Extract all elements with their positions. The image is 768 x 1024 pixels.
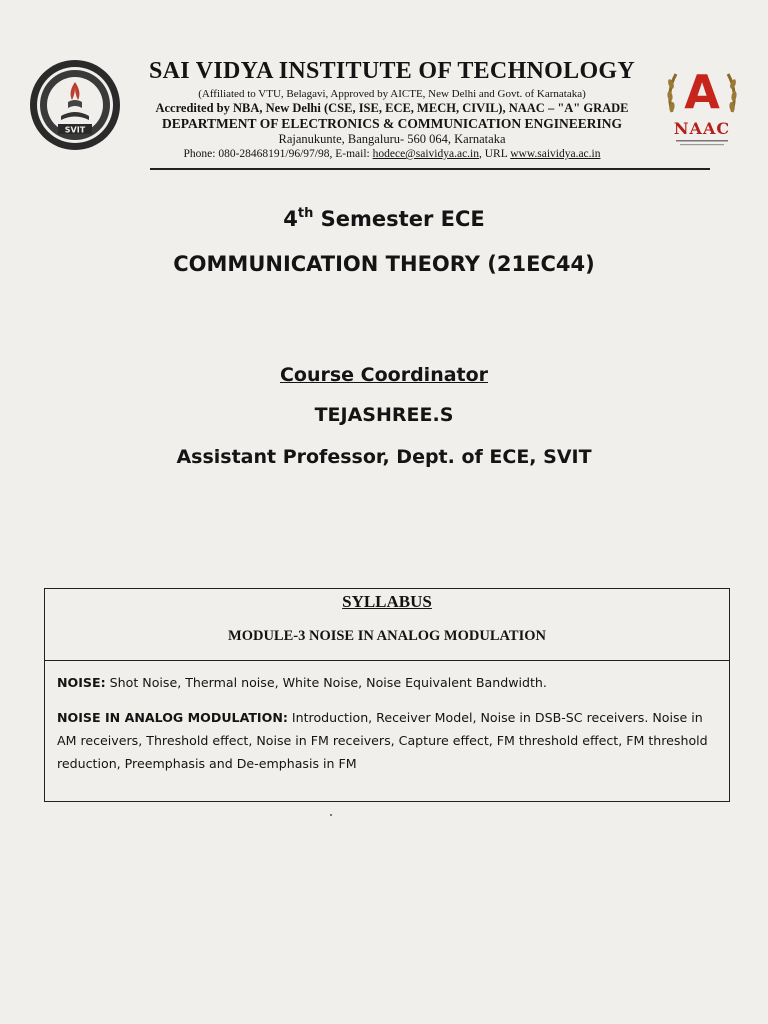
syllabus-item-label: NOISE IN ANALOG MODULATION: <box>57 710 288 725</box>
institute-info <box>122 56 662 161</box>
syllabus-item-label: NOISE: <box>57 675 106 690</box>
naac-logo-text: NAAC <box>673 119 731 138</box>
naac-grade-letter: A <box>684 65 720 119</box>
syllabus-item <box>57 706 717 775</box>
affiliation-text: (Affiliated to VTU, Belagavi, Approved by AICTE, New Delhi and Govt. of Karnataka) <box>198 88 586 100</box>
syllabus-item <box>57 671 717 694</box>
coordinator-name: TEJASHREE.S <box>314 404 454 426</box>
address-text: Rajanukunte, Bangaluru- 560 064, Karnataka <box>278 132 506 146</box>
email-link[interactable]: hodece@saividya.ac.in <box>372 148 479 160</box>
module-title: MODULE-3 NOISE IN ANALOG MODULATION <box>228 628 546 644</box>
phone-text: Phone: 080-28468191/96/97/98, E-mail: <box>183 148 373 160</box>
semester-number: 4 <box>283 207 298 231</box>
semester-title <box>0 206 768 231</box>
syllabus-body <box>45 661 729 775</box>
svit-logo-text: SVIT <box>64 125 86 135</box>
coordinator-heading: Course Coordinator <box>279 364 489 386</box>
institute-name: SAI VIDYA INSTITUTE OF TECHNOLOGY <box>148 58 636 84</box>
naac-a-grade-icon <box>662 62 742 158</box>
syllabus-item-text: Introduction, Receiver Model, Noise in DSB-SC receivers. Noise in AM receivers, Threshold effect, Noise in FM receivers, Capture effect, FM threshold effect, FM threshold reduction, Preemphasis and De-emphasis in FM <box>57 710 708 771</box>
department-name: DEPARTMENT OF ELECTRONICS & COMMUNICATION ENGINEERING <box>162 116 622 131</box>
syllabus-item-text: Shot Noise, Thermal noise, White Noise, Noise Equivalent Bandwidth. <box>105 675 547 690</box>
header-divider <box>150 168 710 170</box>
url-prefix: , URL <box>479 148 511 160</box>
syllabus-box <box>44 588 730 802</box>
website-link[interactable]: www.saividya.ac.in <box>510 148 601 160</box>
syllabus-heading: SYLLABUS <box>342 592 432 611</box>
course-title: COMMUNICATION THEORY (21EC44) <box>173 252 595 276</box>
semester-suffix: th <box>297 206 314 221</box>
coordinator-role: Assistant Professor, Dept. of ECE, SVIT <box>176 446 592 468</box>
semester-label: Semester ECE <box>313 207 485 231</box>
svit-emblem-icon <box>28 58 122 152</box>
contact-line <box>122 147 662 161</box>
accreditation-text: Accredited by NBA, New Delhi (CSE, ISE, ECE, MECH, CIVIL), NAAC – "A" GRADE <box>155 101 629 115</box>
letterhead <box>26 56 742 172</box>
syllabus-header <box>45 589 729 661</box>
speck-mark <box>330 814 332 816</box>
